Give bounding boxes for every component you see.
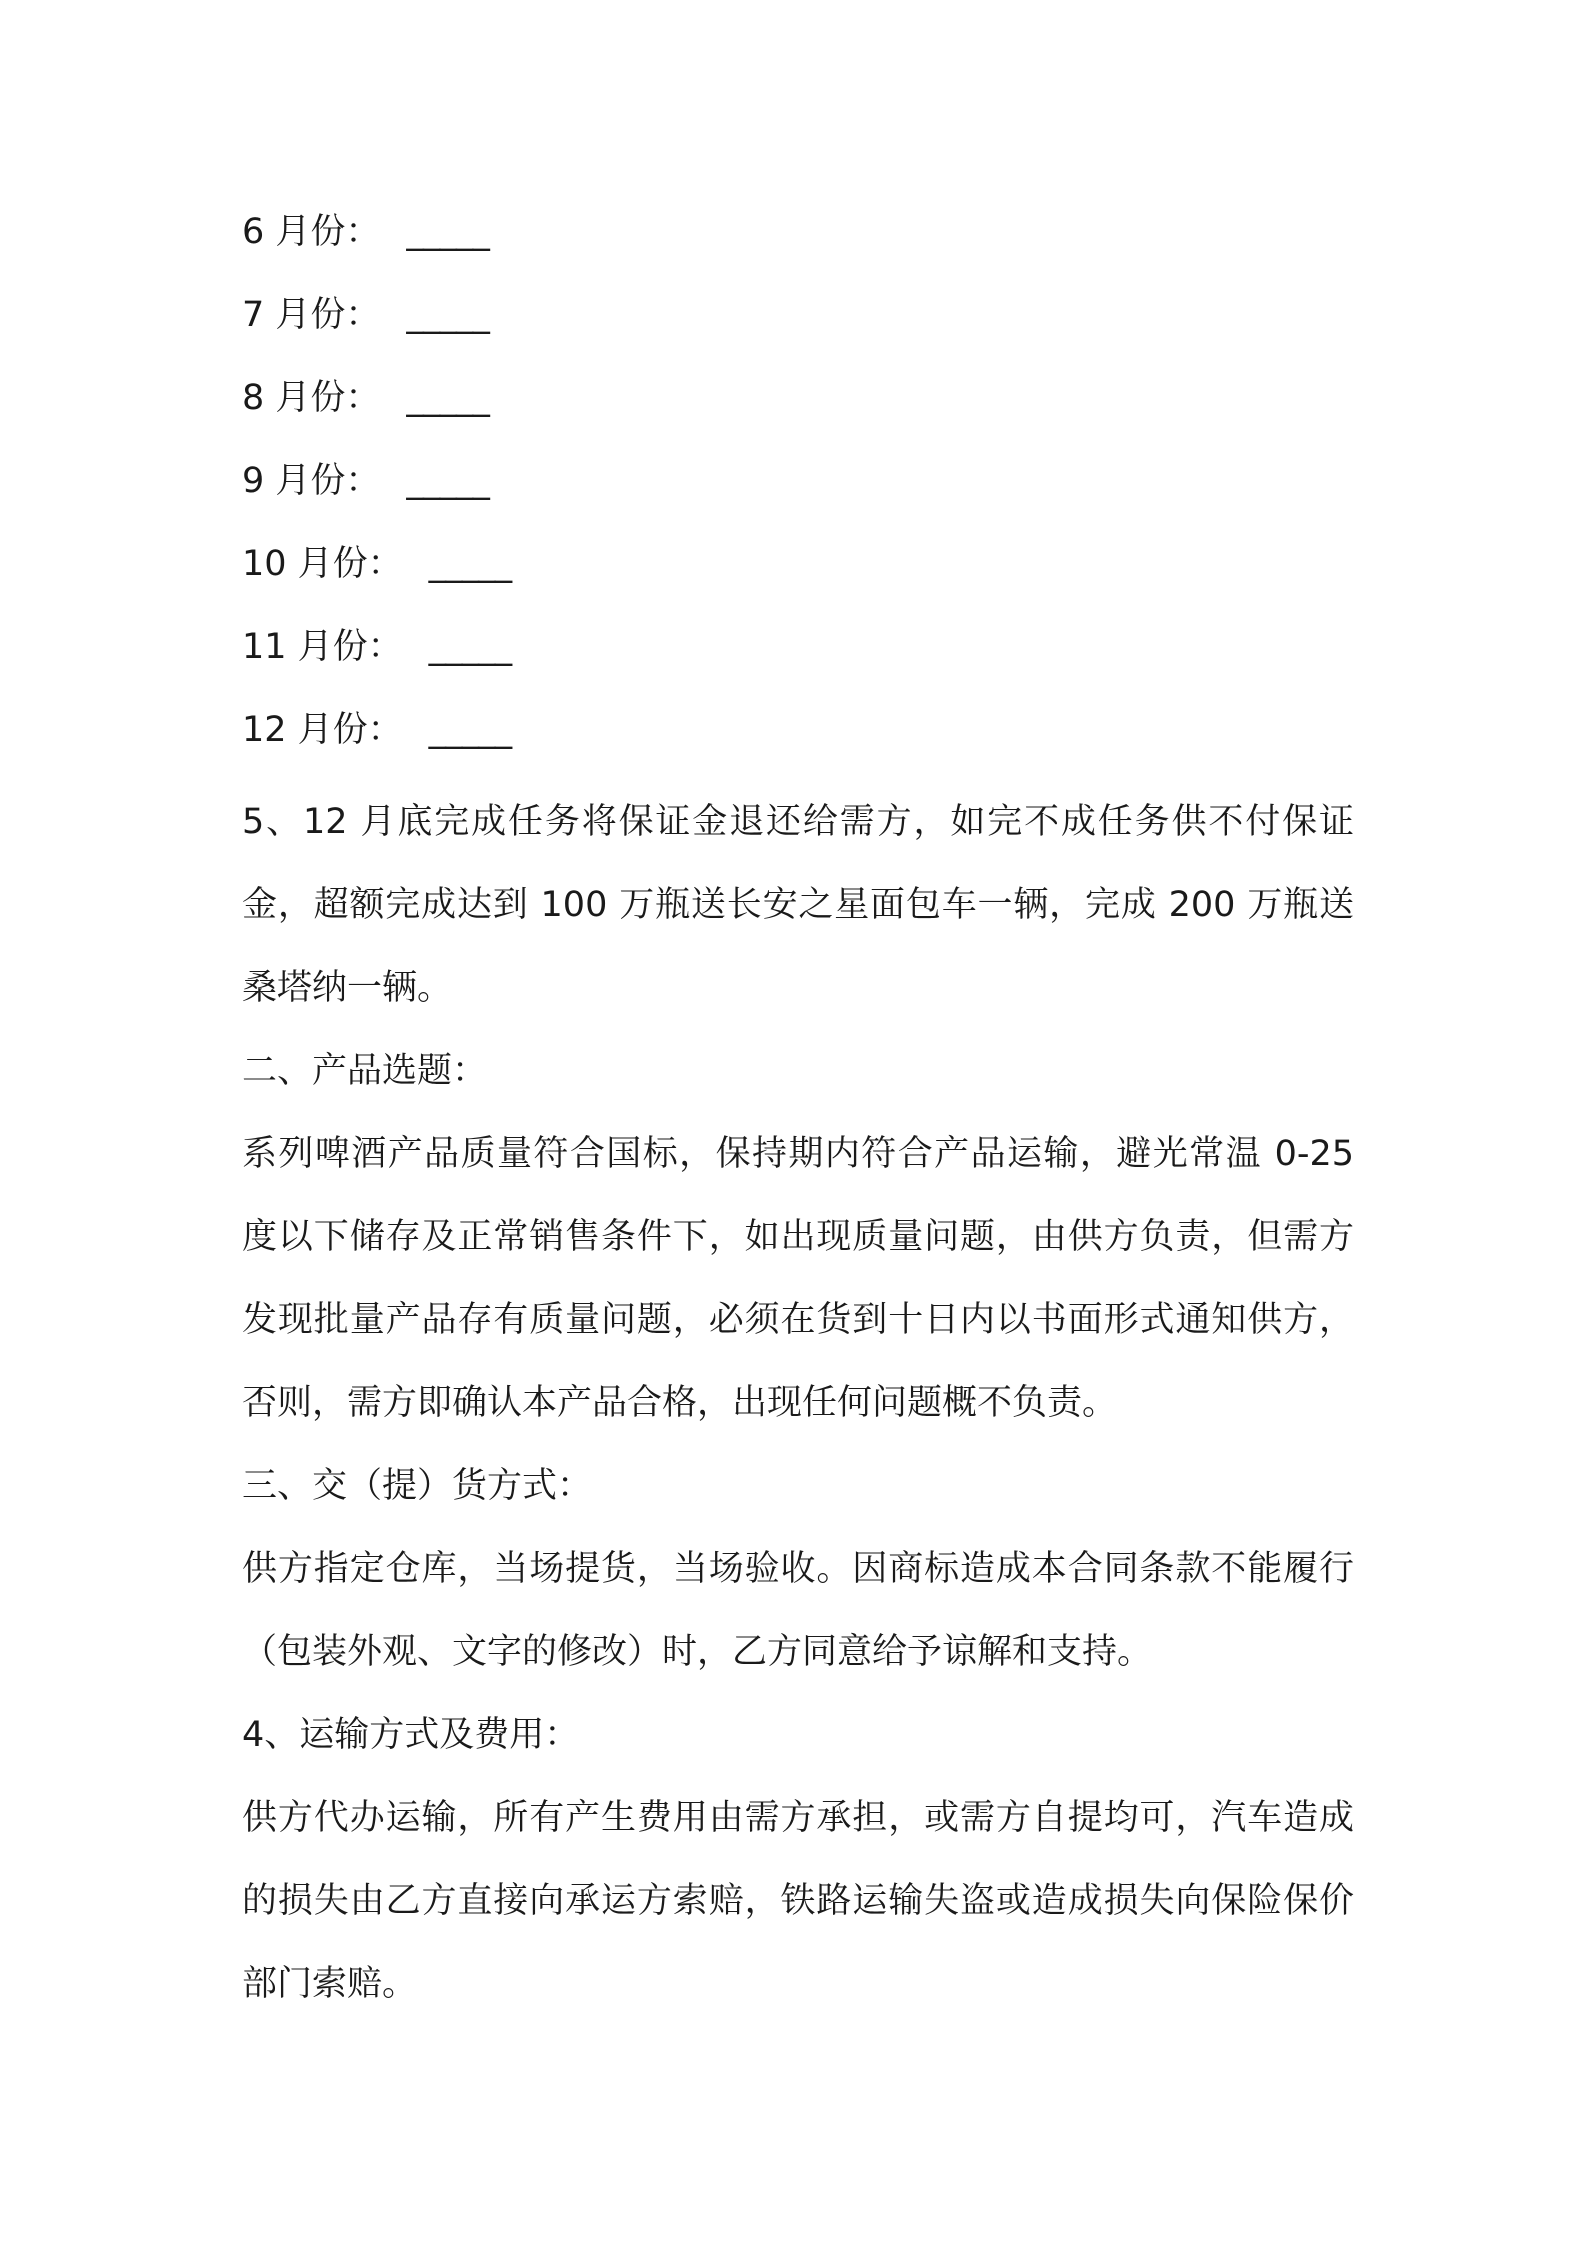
month-blank: _____	[406, 461, 489, 501]
month-label: 6 月份：	[242, 212, 381, 252]
section-4-heading: 4、运输方式及费用：	[242, 1715, 580, 1755]
month-blank: _____	[406, 295, 489, 335]
month-label: 8 月份：	[242, 378, 381, 418]
month-blank: _____	[428, 627, 512, 667]
monthly-quota-list	[242, 200, 511, 781]
month-row-12	[242, 698, 511, 781]
month-blank: _____	[428, 544, 512, 584]
month-label: 12 月份：	[242, 710, 403, 750]
contract-body	[242, 781, 1354, 2026]
month-row-10	[242, 532, 511, 615]
month-blank: _____	[428, 710, 512, 750]
month-row-7	[242, 283, 511, 366]
clause-5-paragraph: 5、12 月底完成任务将保证金退还给需方，如完不成任务供不付保证金，超额完成达到 100 万瓶送长安之星面包车一辆，完成 200 万瓶送桑塔纳一辆。	[242, 802, 1354, 1008]
month-label: 10 月份：	[242, 544, 403, 584]
month-label: 11 月份：	[242, 627, 403, 667]
month-label: 9 月份：	[242, 461, 381, 501]
section-3-heading: 三、交（提）货方式：	[242, 1466, 593, 1506]
month-label: 7 月份：	[242, 295, 381, 335]
month-row-6	[242, 200, 511, 283]
month-row-8	[242, 366, 511, 449]
section-2-paragraph: 系列啤酒产品质量符合国标，保持期内符合产品运输，避光常温 0-25 度以下储存及正常销售条件下，如出现质量问题，由供方负责，但需方发现批量产品存有质量问题，必须在货到十日内以书面形式通知供方，否则，需方即确认本产品合格，出现任何问题概不负责。	[242, 1134, 1354, 1423]
month-row-9	[242, 449, 511, 532]
month-blank: _____	[406, 378, 489, 418]
section-4-paragraph: 供方代办运输，所有产生费用由需方承担，或需方自提均可，汽车造成的损失由乙方直接向承运方索赔，铁路运输失盗或造成损失向保险保价部门索赔。	[242, 1798, 1354, 2004]
month-blank: _____	[406, 212, 489, 252]
section-3-paragraph: 供方指定仓库，当场提货，当场验收。因商标造成本合同条款不能履行（包装外观、文字的修改）时，乙方同意给予谅解和支持。	[242, 1549, 1354, 1672]
section-2-heading: 二、产品选题：	[242, 1051, 488, 1091]
month-row-11	[242, 615, 511, 698]
